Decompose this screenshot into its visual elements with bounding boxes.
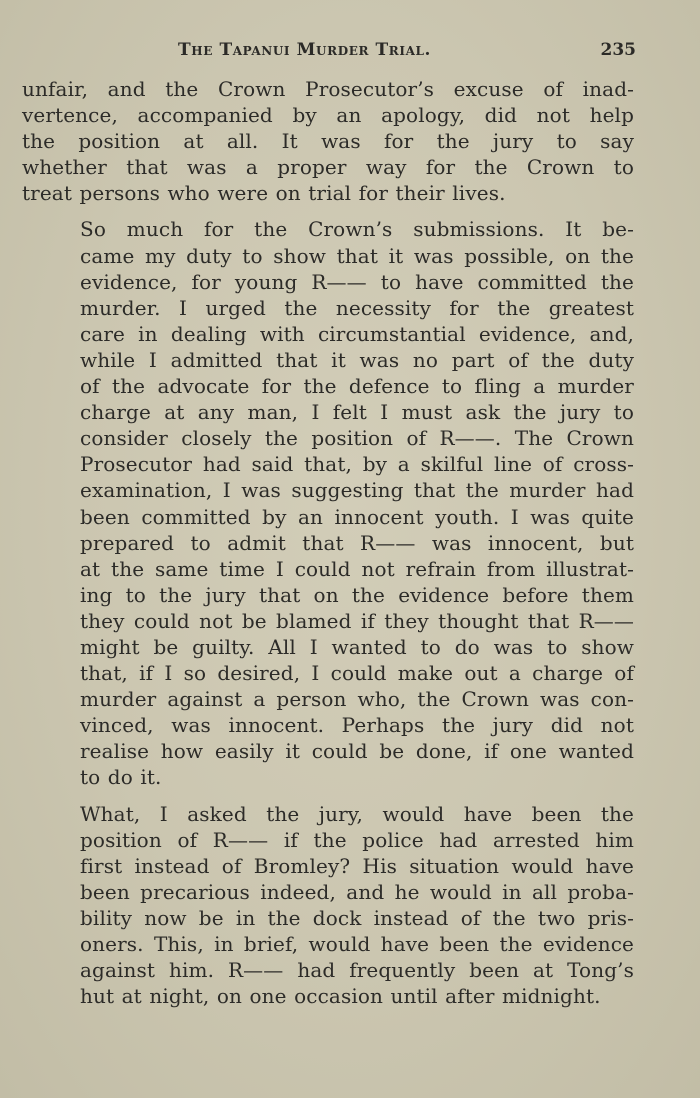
page-number: 235	[600, 40, 636, 60]
text-line: bility now be in the dock instead of the two pris-	[80, 905, 634, 930]
text-line: first instead of Bromley? His situation would have	[80, 853, 634, 878]
text-line: against him. R—— had frequently been at Tong’s	[80, 958, 634, 983]
text-line: while I admitted that it was no part of the duty	[80, 347, 634, 372]
paragraph-1	[22, 76, 634, 206]
text-line: care in dealing with circumstantial evidence, and,	[80, 321, 634, 346]
text-line: examination, I was suggesting that the murder had	[80, 478, 634, 503]
text-line: that, if I so desired, I could make out a charge of	[80, 661, 634, 686]
text-line: murder against a person who, the Crown was con-	[80, 687, 634, 712]
text-line: ing to the jury that on the evidence before them	[80, 582, 634, 607]
text-line: they could not be blamed if they thought that R——	[80, 608, 634, 633]
text-line: What, I asked the jury, would have been the	[80, 801, 634, 826]
text-line: prepared to admit that R—— was innocent, but	[80, 530, 634, 555]
text-line: at the same time I could not refrain from illustrat-	[80, 556, 634, 581]
paragraph-2	[22, 216, 634, 790]
running-title: The Tapanui Murder Trial.	[178, 40, 432, 60]
text-line: of the advocate for the defence to fling a murder	[80, 374, 634, 399]
text-line: So much for the Crown’s submissions. It be-	[80, 217, 634, 242]
text-line: unfair, and the Crown Prosecutor’s excuse of inad-	[22, 77, 634, 101]
text-line: oners. This, in brief, would have been the evidence	[80, 932, 634, 956]
text-line: came my duty to show that it was possible, on the	[80, 243, 634, 268]
text-line: been committed by an innocent youth. I was quite	[80, 504, 634, 529]
text-line: been precarious indeed, and he would in all proba-	[80, 879, 634, 904]
text-line: evidence, for young R—— to have committed the	[80, 269, 634, 294]
text-line: whether that was a proper way for the Crown to	[22, 155, 634, 180]
text-line: consider closely the position of R——. The Crown	[80, 426, 634, 451]
text-line: hut at night, on one occasion until after midnight.	[80, 984, 601, 1009]
text-line: treat persons who were on trial for their lives.	[22, 181, 506, 206]
text-line: realise how easily it could be done, if one wanted	[80, 739, 634, 764]
text-line: charge at any man, I felt I must ask the jury to	[80, 400, 634, 425]
body-text	[22, 76, 634, 1009]
text-line: might be guilty. All I wanted to do was to show	[80, 634, 634, 659]
text-line: the position at all. It was for the jury to say	[22, 129, 634, 154]
text-line: Prosecutor had said that, by a skilful line of cross-	[80, 452, 634, 477]
paragraph-3	[22, 801, 634, 1010]
text-line: murder. I urged the necessity for the greatest	[80, 295, 634, 320]
text-line: position of R—— if the police had arrested him	[80, 827, 634, 852]
running-head	[22, 38, 636, 64]
text-line: vertence, accompanied by an apology, did not help	[22, 103, 634, 128]
text-line: to do it.	[80, 765, 162, 790]
text-line: vinced, was innocent. Perhaps the jury did not	[80, 713, 634, 738]
